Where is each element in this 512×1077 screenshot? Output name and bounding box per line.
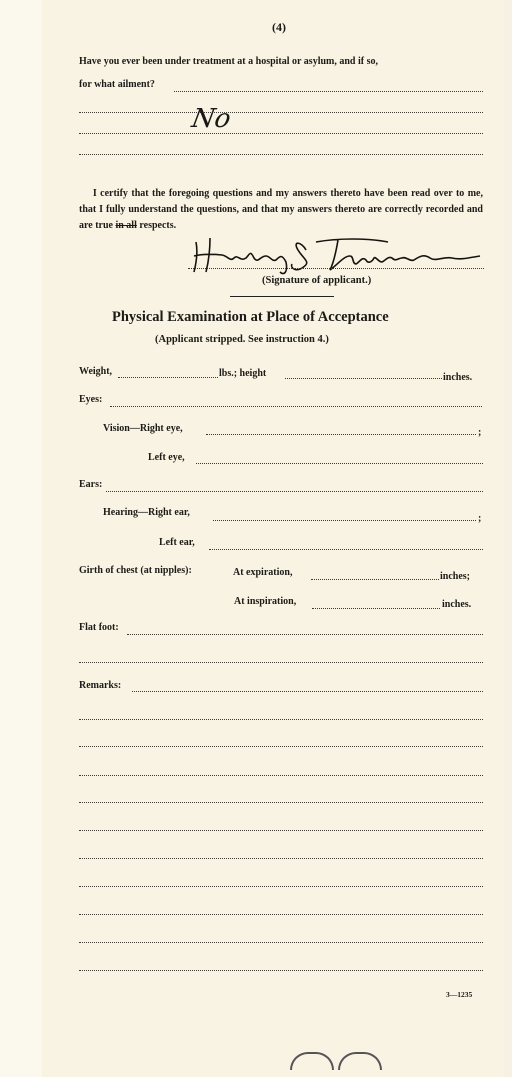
- hearing-left-label: Left ear,: [159, 537, 195, 548]
- signature-line: [188, 268, 484, 269]
- page-number: (4): [272, 20, 286, 34]
- eyes-label: Eyes:: [79, 394, 103, 405]
- flatfoot-label: Flat foot:: [79, 622, 119, 633]
- certification-text-part2: respects.: [136, 220, 177, 231]
- exam-subtitle: (Applicant stripped. See instruction 4.): [155, 334, 329, 345]
- remarks-line[interactable]: [79, 802, 483, 803]
- hearing-right-semicolon: ;: [478, 513, 482, 524]
- treatment-answer-handwritten: No: [189, 104, 234, 134]
- certification-text: [79, 186, 483, 234]
- certification-struck-words: in all: [115, 220, 137, 231]
- chest-label: Girth of chest (at nipples):: [79, 565, 192, 576]
- flatfoot-field[interactable]: [127, 634, 483, 635]
- inspiration-unit: inches.: [442, 599, 472, 610]
- height-unit: inches.: [443, 372, 473, 383]
- section-divider: [230, 296, 334, 297]
- treatment-question-line2: for what ailment?: [79, 79, 155, 90]
- treatment-answer-line-2: [79, 112, 483, 113]
- vision-right-field[interactable]: [206, 434, 476, 435]
- flatfoot-field-2[interactable]: [79, 662, 483, 663]
- lbs-height-label: lbs.; height: [219, 368, 267, 379]
- treatment-answer-line-4: [79, 154, 483, 155]
- hearing-right-label: Hearing—Right ear,: [103, 507, 190, 518]
- height-field[interactable]: [285, 378, 442, 379]
- remarks-line[interactable]: [79, 775, 483, 776]
- exam-title: Physical Examination at Place of Acceptance: [112, 309, 389, 325]
- weight-label: Weight,: [79, 366, 113, 377]
- ears-label: Ears:: [79, 479, 103, 490]
- vision-right-semicolon: ;: [478, 427, 482, 438]
- treatment-question-line1: Have you ever been under treatment at a hospital or asylum, and if so,: [79, 56, 378, 67]
- eyes-field[interactable]: [110, 406, 482, 407]
- remarks-line[interactable]: [79, 886, 483, 887]
- expiration-unit: inches;: [440, 571, 470, 582]
- weight-field[interactable]: [118, 377, 218, 378]
- form-number: 3—1235: [446, 990, 473, 999]
- page-margin: [0, 0, 42, 1077]
- certification-text-part1: I certify that the foregoing questions and my answers thereto have been read over to me, that I fully understand the questions, and that my answers thereto are correctly recorded and are true: [79, 188, 483, 231]
- remarks-line[interactable]: [132, 691, 483, 692]
- vision-left-field[interactable]: [196, 463, 483, 464]
- treatment-answer-line-3: [79, 133, 483, 134]
- remarks-line[interactable]: [79, 746, 483, 747]
- signature-caption: (Signature of applicant.): [262, 275, 372, 286]
- remarks-line[interactable]: [79, 914, 483, 915]
- vision-right-label: Vision—Right eye,: [103, 423, 183, 434]
- inspiration-label: At inspiration,: [234, 596, 297, 607]
- remarks-line[interactable]: [79, 970, 483, 971]
- expiration-field[interactable]: [311, 579, 439, 580]
- remarks-line[interactable]: [79, 719, 483, 720]
- hearing-left-field[interactable]: [209, 549, 483, 550]
- remarks-label: Remarks:: [79, 680, 122, 691]
- ears-field[interactable]: [106, 491, 483, 492]
- form-page: [42, 0, 504, 1077]
- hearing-right-field[interactable]: [213, 520, 476, 521]
- applicant-signature: [188, 228, 488, 278]
- remarks-line[interactable]: [79, 858, 483, 859]
- vision-left-label: Left eye,: [148, 452, 185, 463]
- inspiration-field[interactable]: [312, 608, 440, 609]
- remarks-line[interactable]: [79, 942, 483, 943]
- expiration-label: At expiration,: [233, 567, 293, 578]
- remarks-line[interactable]: [79, 830, 483, 831]
- treatment-answer-line-1: [174, 91, 483, 92]
